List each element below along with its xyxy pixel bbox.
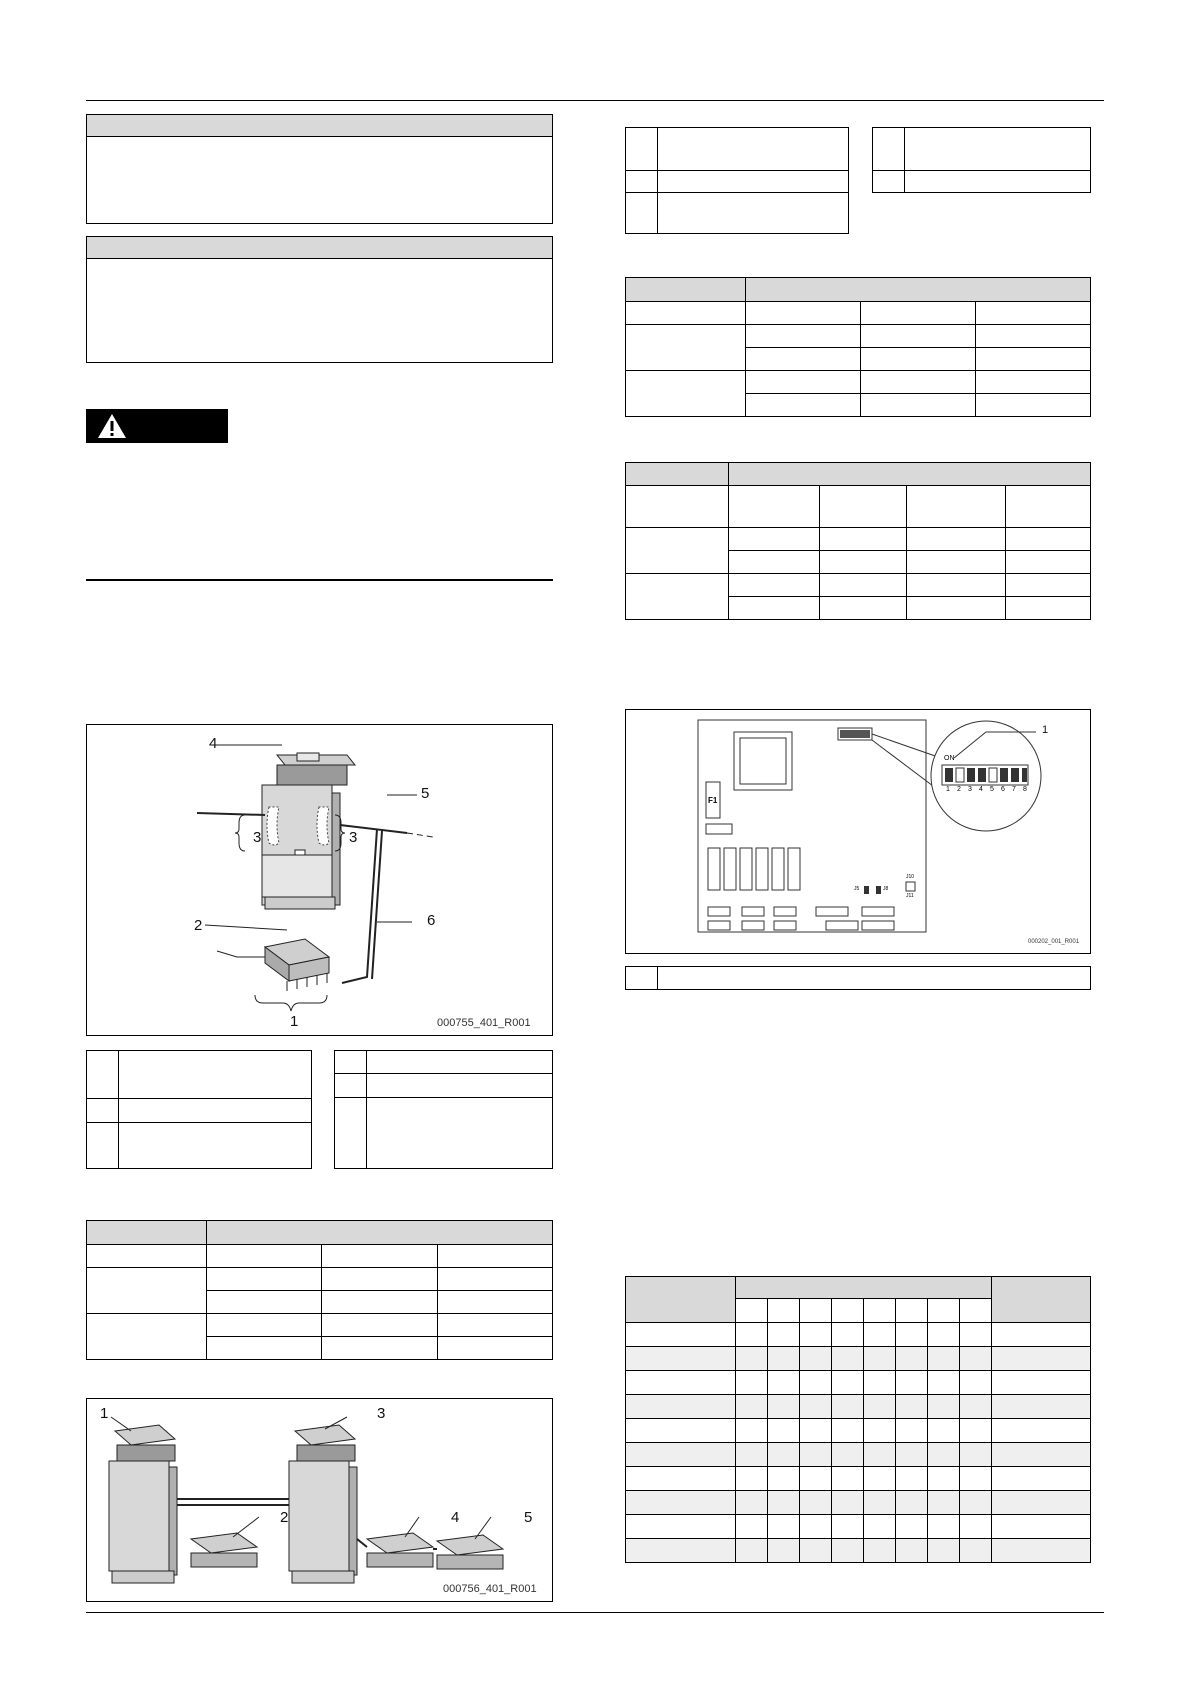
table-cell [960, 1347, 992, 1371]
table-cell [207, 1314, 322, 1337]
table-cell [976, 325, 1091, 348]
table-cell [992, 1371, 1091, 1395]
table-cell [768, 1491, 800, 1515]
callout-label: 2 [280, 1509, 289, 1526]
table-cell [746, 325, 861, 348]
dip-number: 1 [946, 786, 950, 793]
dip-settings-table [625, 1276, 1091, 1563]
table-cell [322, 1245, 437, 1268]
dip-number: 3 [968, 786, 972, 793]
table-row [626, 1419, 1091, 1443]
table-cell [832, 1539, 864, 1563]
table-cell [626, 1395, 736, 1419]
table-row [626, 1539, 1091, 1563]
table-row [626, 1371, 1091, 1395]
table-cell [992, 1277, 1091, 1323]
table-cell [992, 1515, 1091, 1539]
table-cell [658, 193, 849, 234]
table-cell [800, 1371, 832, 1395]
table-cell [736, 1491, 768, 1515]
callout-label: 2 [194, 917, 203, 934]
callout-label: 6 [427, 912, 436, 929]
dip-number: 2 [957, 786, 961, 793]
table-cell [976, 348, 1091, 371]
table-cell [768, 1323, 800, 1347]
table-cell [800, 1395, 832, 1419]
table-cell [960, 1299, 992, 1323]
callout-label: 1 [1042, 724, 1049, 736]
table-cell [928, 1443, 960, 1467]
table-cell [729, 597, 820, 620]
table-cell [736, 1515, 768, 1539]
table-cell [864, 1467, 896, 1491]
callout-label: 4 [209, 735, 218, 752]
table-cell [87, 1268, 207, 1314]
table-cell [992, 1467, 1091, 1491]
note-box [86, 236, 553, 363]
dip-number: 6 [1001, 786, 1005, 793]
table-cell [864, 1539, 896, 1563]
table-cell [960, 1467, 992, 1491]
table-cell [896, 1323, 928, 1347]
table-cell [335, 1074, 367, 1098]
figure-1 [86, 724, 553, 1036]
table-cell [907, 528, 1006, 551]
table-cell [820, 574, 907, 597]
table-cell [907, 597, 1006, 620]
table-cell [658, 171, 849, 193]
figure-id: 000755_401_R001 [437, 1017, 531, 1029]
figure-1-drawing [87, 725, 552, 1035]
callout-label: 5 [524, 1509, 533, 1526]
table-cell [626, 463, 729, 486]
table-cell [960, 1539, 992, 1563]
table-cell [832, 1323, 864, 1347]
table-cell [907, 486, 1006, 528]
table-cell [896, 1443, 928, 1467]
table-cell [800, 1515, 832, 1539]
warning-triangle-icon [97, 413, 127, 439]
table-cell [367, 1074, 553, 1098]
table-cell [768, 1443, 800, 1467]
table-cell [626, 1467, 736, 1491]
table-cell [896, 1371, 928, 1395]
figure-2 [86, 1398, 553, 1602]
table-cell [907, 574, 1006, 597]
note-box-header [87, 115, 552, 137]
callout-label: 4 [451, 1509, 460, 1526]
table-cell [928, 1419, 960, 1443]
table-cell [800, 1467, 832, 1491]
table-cell [928, 1395, 960, 1419]
table-cell [832, 1347, 864, 1371]
table-cell [800, 1443, 832, 1467]
table-cell [626, 967, 658, 990]
table-cell [626, 528, 729, 574]
data-table [86, 1220, 553, 1360]
table-cell [864, 1515, 896, 1539]
table-cell [873, 171, 905, 193]
page-bottom-rule [86, 1612, 1104, 1613]
table-cell [928, 1347, 960, 1371]
table-cell [928, 1371, 960, 1395]
figure-id: 000756_401_R001 [443, 1583, 537, 1595]
jumper-label: J5 [854, 886, 860, 892]
table-cell [896, 1467, 928, 1491]
note-box-header [87, 237, 552, 259]
table-cell [864, 1299, 896, 1323]
table-cell [907, 551, 1006, 574]
table-cell [322, 1268, 437, 1291]
table-cell [87, 1245, 207, 1268]
table-cell [992, 1443, 1091, 1467]
table-cell [746, 394, 861, 417]
dip-on-label: ON [944, 755, 955, 762]
table-cell [626, 1539, 736, 1563]
callout-label: 3 [349, 829, 358, 846]
table-cell [928, 1323, 960, 1347]
table-cell [119, 1051, 312, 1099]
table-cell [768, 1467, 800, 1491]
dip-number: 5 [990, 786, 994, 793]
table-cell [768, 1299, 800, 1323]
table-cell [736, 1299, 768, 1323]
table-cell [800, 1419, 832, 1443]
table-cell [729, 551, 820, 574]
table-cell [87, 1123, 119, 1169]
table-cell [207, 1337, 322, 1360]
dip-number: 8 [1023, 786, 1027, 793]
table-cell [736, 1277, 992, 1299]
table-cell [832, 1419, 864, 1443]
table-cell [626, 486, 729, 528]
table-cell [119, 1099, 312, 1123]
table-cell [896, 1539, 928, 1563]
table-cell [736, 1395, 768, 1419]
table-cell [832, 1299, 864, 1323]
table-cell [800, 1539, 832, 1563]
table-cell [746, 302, 861, 325]
table-cell [820, 551, 907, 574]
table-cell [861, 348, 976, 371]
table-cell [746, 278, 1091, 302]
table-cell [861, 325, 976, 348]
table-cell [626, 171, 658, 193]
table-cell [335, 1098, 367, 1169]
dip-number: 7 [1012, 786, 1016, 793]
table-cell [207, 1291, 322, 1314]
table-cell [335, 1051, 367, 1074]
table-cell [437, 1314, 552, 1337]
table-cell [861, 371, 976, 394]
table-cell [768, 1419, 800, 1443]
table-row [626, 1467, 1091, 1491]
table-cell [322, 1337, 437, 1360]
table-cell [896, 1347, 928, 1371]
table-cell [960, 1515, 992, 1539]
table-cell [928, 1467, 960, 1491]
table-cell [905, 128, 1091, 171]
callout-label: 1 [100, 1405, 109, 1422]
table-cell [976, 371, 1091, 394]
table-cell [768, 1515, 800, 1539]
table-cell [729, 486, 820, 528]
table-cell [896, 1491, 928, 1515]
table-cell [928, 1539, 960, 1563]
figure-3-drawing [626, 710, 1090, 953]
table-cell [832, 1443, 864, 1467]
table-cell [896, 1299, 928, 1323]
table-cell [992, 1491, 1091, 1515]
table-cell [746, 371, 861, 394]
table-cell [658, 128, 849, 171]
table-cell [960, 1395, 992, 1419]
table-cell [976, 394, 1091, 417]
table-cell [928, 1515, 960, 1539]
table-cell [832, 1467, 864, 1491]
table-cell [976, 302, 1091, 325]
table-cell [626, 1371, 736, 1395]
table-cell [896, 1419, 928, 1443]
table-cell [864, 1371, 896, 1395]
data-table [625, 462, 1091, 620]
table-cell [626, 1419, 736, 1443]
table-cell [626, 128, 658, 171]
table-cell [864, 1395, 896, 1419]
table-cell [832, 1515, 864, 1539]
table-cell [729, 528, 820, 551]
table-cell [864, 1323, 896, 1347]
callout-label: 3 [253, 829, 262, 846]
table-cell [861, 302, 976, 325]
table-cell [768, 1371, 800, 1395]
table-cell [322, 1291, 437, 1314]
table-cell [626, 1491, 736, 1515]
table-cell [367, 1051, 553, 1074]
table-cell [658, 967, 1091, 990]
table-cell [820, 486, 907, 528]
table-cell [928, 1491, 960, 1515]
note-box [86, 114, 553, 224]
table-cell [626, 278, 746, 302]
table-cell [626, 1443, 736, 1467]
legend-table [625, 966, 1091, 990]
table-cell [832, 1395, 864, 1419]
table-cell [87, 1221, 207, 1245]
table-row [626, 1347, 1091, 1371]
table-cell [1006, 551, 1091, 574]
page-top-rule [86, 100, 1104, 101]
table-cell [437, 1337, 552, 1360]
table-cell [322, 1314, 437, 1337]
table-cell [729, 463, 1091, 486]
table-cell [736, 1467, 768, 1491]
table-cell [207, 1245, 322, 1268]
table-cell [736, 1443, 768, 1467]
table-cell [736, 1539, 768, 1563]
table-cell [437, 1268, 552, 1291]
table-cell [626, 302, 746, 325]
table-cell [736, 1371, 768, 1395]
table-cell [768, 1395, 800, 1419]
table-row [626, 1491, 1091, 1515]
table-cell [873, 128, 905, 171]
data-table [625, 277, 1091, 417]
table-cell [626, 574, 729, 620]
table-cell [736, 1419, 768, 1443]
table-cell [437, 1245, 552, 1268]
callout-label: 5 [421, 785, 430, 802]
table-cell [992, 1395, 1091, 1419]
jumper-label: J11 [906, 893, 914, 899]
table-row [626, 1395, 1091, 1419]
table-cell [1006, 597, 1091, 620]
dip-number: 4 [979, 786, 983, 793]
table-cell [626, 1323, 736, 1347]
legend-table [872, 127, 1091, 193]
table-cell [1006, 486, 1091, 528]
table-cell [960, 1419, 992, 1443]
table-cell [736, 1323, 768, 1347]
table-cell [896, 1395, 928, 1419]
table-cell [626, 1515, 736, 1539]
table-cell [768, 1539, 800, 1563]
table-cell [626, 193, 658, 234]
callout-label: 1 [290, 1013, 299, 1030]
figure-2-drawing [87, 1399, 552, 1601]
table-cell [87, 1099, 119, 1123]
table-cell [207, 1221, 553, 1245]
table-cell [960, 1443, 992, 1467]
table-cell [832, 1491, 864, 1515]
table-cell [626, 325, 746, 371]
table-cell [729, 574, 820, 597]
table-cell [800, 1323, 832, 1347]
figure-3 [625, 709, 1091, 954]
legend-table [625, 127, 849, 234]
table-cell [832, 1371, 864, 1395]
table-cell [864, 1347, 896, 1371]
figure-id: 000202_001_R001 [1028, 939, 1080, 945]
table-cell [800, 1299, 832, 1323]
table-cell [992, 1419, 1091, 1443]
table-cell [992, 1539, 1091, 1563]
table-row [626, 1443, 1091, 1467]
legend-table [334, 1050, 553, 1169]
fuse-label: F1 [708, 796, 718, 805]
table-cell [1006, 574, 1091, 597]
callout-label: 3 [377, 1405, 386, 1422]
table-cell [119, 1123, 312, 1169]
table-row [626, 1515, 1091, 1539]
table-cell [992, 1347, 1091, 1371]
jumper-label: J10 [906, 874, 915, 880]
table-cell [87, 1051, 119, 1099]
legend-table [86, 1050, 312, 1169]
jumper-label: J8 [883, 886, 889, 892]
table-cell [1006, 528, 1091, 551]
table-cell [626, 371, 746, 417]
table-cell [437, 1291, 552, 1314]
table-cell [768, 1347, 800, 1371]
table-cell [960, 1323, 992, 1347]
table-cell [820, 597, 907, 620]
table-cell [626, 1347, 736, 1371]
table-cell [800, 1491, 832, 1515]
table-cell [367, 1098, 553, 1169]
table-cell [960, 1371, 992, 1395]
table-cell [207, 1268, 322, 1291]
table-cell [746, 348, 861, 371]
table-cell [992, 1323, 1091, 1347]
table-row [626, 1323, 1091, 1347]
table-cell [864, 1419, 896, 1443]
table-cell [861, 394, 976, 417]
table-cell [864, 1491, 896, 1515]
table-cell [960, 1491, 992, 1515]
warning-label [86, 409, 228, 443]
table-cell [736, 1347, 768, 1371]
table-cell [864, 1443, 896, 1467]
section-rule [86, 579, 553, 581]
table-cell [800, 1347, 832, 1371]
table-header-row [626, 1277, 1091, 1299]
table-cell [905, 171, 1091, 193]
table-cell [820, 528, 907, 551]
table-cell [626, 1277, 736, 1323]
table-cell [896, 1515, 928, 1539]
table-cell [928, 1299, 960, 1323]
table-cell [87, 1314, 207, 1360]
